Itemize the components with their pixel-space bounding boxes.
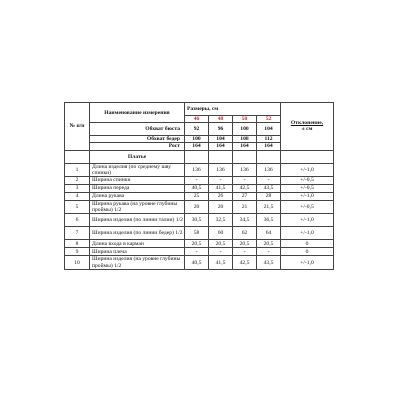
measurement-value: - xyxy=(257,248,281,256)
empty-cell xyxy=(209,150,233,163)
base-value: 104 xyxy=(209,136,233,143)
table-row xyxy=(65,248,334,256)
measurement-value: 41,5 xyxy=(209,185,233,193)
measurement-value: 43,5 xyxy=(257,185,281,193)
measurement-table-container xyxy=(64,102,333,270)
section-row xyxy=(65,150,334,163)
measurement-name: Ширина рукава (на уровне глубины проймы) 1/2 xyxy=(90,201,185,214)
measurement-value: - xyxy=(233,248,257,256)
measure-name-header: Наименование измерения xyxy=(90,103,185,123)
base-label: Обхват бедер xyxy=(90,136,185,143)
empty-cell xyxy=(185,150,209,163)
tolerance-value: 0 xyxy=(281,248,334,256)
tolerance-value: 0 xyxy=(281,240,334,248)
base-value: 164 xyxy=(257,143,281,150)
row-number: 5 xyxy=(65,201,90,214)
measurement-value: 36,5 xyxy=(257,214,281,227)
measurement-value: 136 xyxy=(257,163,281,176)
num-header: № п/п xyxy=(65,103,90,151)
measurement-value: 64 xyxy=(257,227,281,240)
tolerance-value: +/-1,0 xyxy=(281,163,334,176)
measurement-value: - xyxy=(185,248,209,256)
base-label: Рост xyxy=(90,143,185,150)
section-title: Платье xyxy=(90,150,185,163)
measurement-name: Длина изделия (по среднему шву спинки) xyxy=(90,163,185,176)
measurement-value: 20,5 xyxy=(185,240,209,248)
table-row xyxy=(65,201,334,214)
measurement-table xyxy=(64,102,334,270)
base-label: Обхват бюста xyxy=(90,123,185,136)
section-num-empty xyxy=(65,150,90,163)
empty-cell xyxy=(281,150,334,163)
size-cell: 52 xyxy=(257,116,281,123)
row-number: 8 xyxy=(65,240,90,248)
empty-cell xyxy=(257,150,281,163)
measurement-value: 58 xyxy=(185,227,209,240)
measurement-value: 20,5 xyxy=(257,240,281,248)
empty-cell xyxy=(233,150,257,163)
measurement-value: 26 xyxy=(209,193,233,201)
table-row xyxy=(65,193,334,201)
row-number: 4 xyxy=(65,193,90,201)
base-value: 112 xyxy=(257,136,281,143)
tolerance-value: +/-1,0 xyxy=(281,214,334,227)
base-value: 164 xyxy=(209,143,233,150)
measurement-value: 40,5 xyxy=(185,185,209,193)
base-value: 92 xyxy=(185,123,209,136)
base-value: 96 xyxy=(209,123,233,136)
tolerance-unit: см xyxy=(304,126,313,133)
measurement-value: - xyxy=(209,177,233,185)
tolerance-value: +/-1,0 xyxy=(281,256,334,269)
sizes-header: Размеры, см xyxy=(185,103,281,116)
measurement-value: 136 xyxy=(185,163,209,176)
measurement-value: 20,5 xyxy=(233,240,257,248)
measurement-value: - xyxy=(185,177,209,185)
table-row xyxy=(65,240,334,248)
measurement-value: 42,5 xyxy=(233,185,257,193)
measurement-name: Ширина переда xyxy=(90,185,185,193)
measurement-value: 25 xyxy=(185,193,209,201)
measurement-name: Ширина спинки xyxy=(90,177,185,185)
measurement-value: 21 xyxy=(233,201,257,214)
measurement-value: 41,5 xyxy=(209,256,233,269)
table-row xyxy=(65,163,334,176)
row-number: 1 xyxy=(65,163,90,176)
measurement-value: 20,5 xyxy=(209,240,233,248)
measurement-value: 136 xyxy=(209,163,233,176)
tolerance-value: +/-1,0 xyxy=(281,227,334,240)
measurement-value: - xyxy=(233,177,257,185)
measurement-value: 62 xyxy=(233,227,257,240)
table-row xyxy=(65,185,334,193)
row-number: 9 xyxy=(65,248,90,256)
tolerance-symbol: ± xyxy=(301,126,305,133)
base-value: 108 xyxy=(233,136,257,143)
tolerance-value: +/-1,0 xyxy=(281,193,334,201)
base-value: 164 xyxy=(185,143,209,150)
header-row xyxy=(65,103,334,116)
measurement-value: 21,5 xyxy=(257,201,281,214)
measurement-value: 34,5 xyxy=(233,214,257,227)
measurement-value: 30,5 xyxy=(185,214,209,227)
table-row xyxy=(65,214,334,227)
measurement-value: 40,5 xyxy=(185,256,209,269)
measurement-value: 20 xyxy=(209,201,233,214)
tolerance-label: Отклонение, xyxy=(290,120,324,127)
tolerance-value: +/-0,5 xyxy=(281,177,334,185)
measurement-value: 42,5 xyxy=(233,256,257,269)
measurement-value: 28 xyxy=(257,193,281,201)
measurement-name: Ширина изделия (по линии талии) 1/2 xyxy=(90,214,185,227)
measurement-value: 32,5 xyxy=(209,214,233,227)
size-cell: 50 xyxy=(233,116,257,123)
measurement-value: - xyxy=(209,248,233,256)
measurement-name: Ширина плеча xyxy=(90,248,185,256)
measurement-value: 60 xyxy=(209,227,233,240)
table-row xyxy=(65,177,334,185)
tolerance-value: +/-0,5 xyxy=(281,185,334,193)
row-number: 10 xyxy=(65,256,90,269)
measurement-value: 27 xyxy=(233,193,257,201)
measurement-value: 136 xyxy=(233,163,257,176)
base-value: 100 xyxy=(233,123,257,136)
measurement-name: Ширина изделия (на уровне глубины проймы) 1/2 xyxy=(90,256,185,269)
base-value: 100 xyxy=(185,136,209,143)
tolerance-value: +/-0,5 xyxy=(281,201,334,214)
measurement-name: Длина рукава xyxy=(90,193,185,201)
measurement-value: - xyxy=(257,177,281,185)
measurement-name: Ширина изделия (по линии бедер) 1/2 xyxy=(90,227,185,240)
table-row xyxy=(65,256,334,269)
measurement-value: 43,5 xyxy=(257,256,281,269)
size-cell: 48 xyxy=(209,116,233,123)
table-row xyxy=(65,227,334,240)
measurement-name: Длина входа в карман xyxy=(90,240,185,248)
measurement-value: 20 xyxy=(185,201,209,214)
row-number: 3 xyxy=(65,185,90,193)
row-number: 6 xyxy=(65,214,90,227)
tolerance-header xyxy=(281,103,334,151)
base-value: 164 xyxy=(233,143,257,150)
base-value: 104 xyxy=(257,123,281,136)
row-number: 2 xyxy=(65,177,90,185)
size-cell: 46 xyxy=(185,116,209,123)
row-number: 7 xyxy=(65,227,90,240)
